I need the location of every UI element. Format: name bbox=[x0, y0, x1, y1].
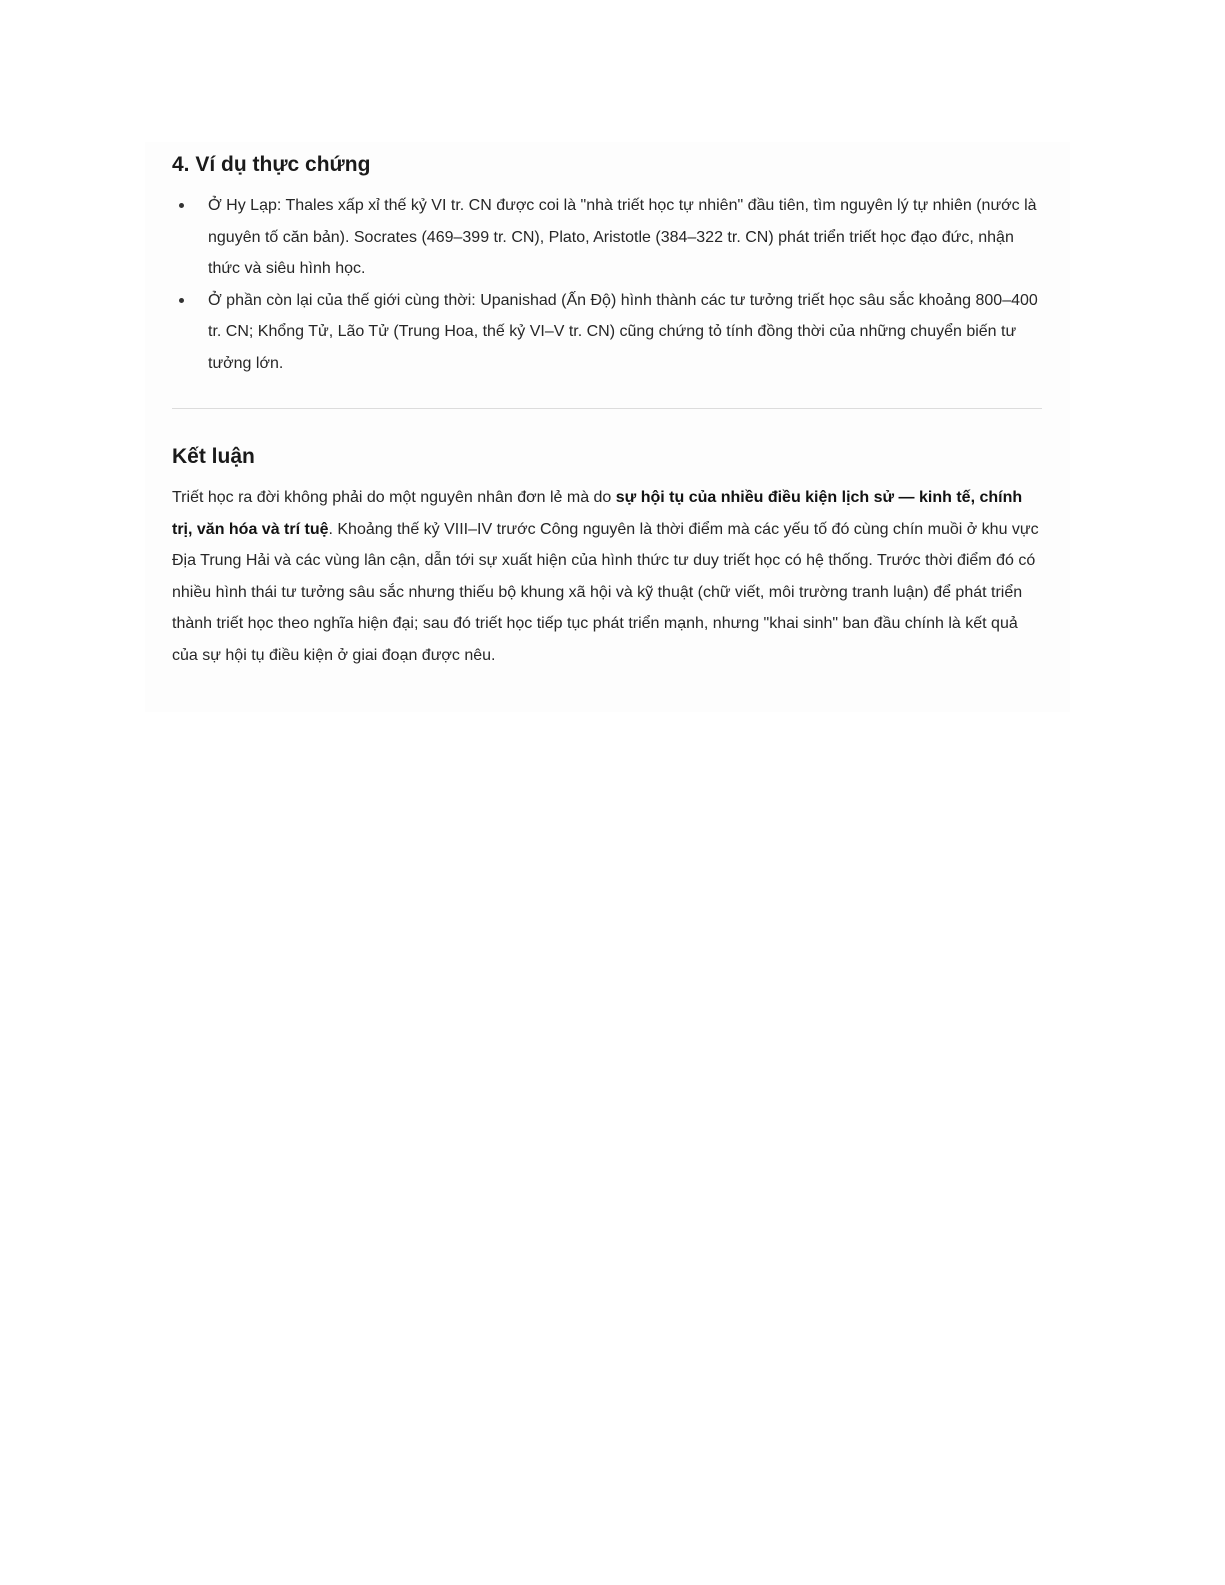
examples-list bbox=[172, 190, 1042, 379]
conclusion-text-emphasis: sự hội tụ của nhiều điều kiện lịch sử — kinh tế, chính trị, văn hóa và trí tuệ bbox=[172, 489, 1023, 538]
conclusion-text-start: Triết học ra đời không phải do một nguyên nhân đơn lẻ mà do bbox=[172, 489, 616, 506]
conclusion-text-end: . Khoảng thế kỷ VIII–IV trước Công nguyên là thời điểm mà các yếu tố đó cùng chín muồi ở khu vực Địa Trung Hải và các vùng lân cận, dẫn tới sự xuất hiện của hình thức tư duy triết học có hệ thống. Trước thời điểm đó có nhiều hình thái tư tưởng sâu sắc nhưng thiếu bộ khung xã hội và kỹ thuật (chữ viết, môi trường tranh luận) để phát triển thành triết học theo nghĩa hiện đại; sau đó triết học tiếp tục phát triển mạnh, nhưng "khai sinh" ban đầu chính là kết quả của sự hội tụ điều kiện ở giai đoạn được nêu. bbox=[172, 520, 1039, 664]
list-item: Ở phần còn lại của thế giới cùng thời: Upanishad (Ấn Độ) hình thành các tư tưởng triết học sâu sắc khoảng 800–400 tr. CN; Khổng Tử, Lão Tử (Trung Hoa, thế kỷ VI–V tr. CN) cũng chứng tỏ tính đồng thời của những chuyển biến tư tưởng lớn. bbox=[172, 285, 1042, 380]
section-heading-examples: 4. Ví dụ thực chứng bbox=[172, 153, 371, 176]
section-heading-conclusion: Kết luận bbox=[172, 445, 255, 468]
document-page bbox=[145, 142, 1070, 712]
list-item: Ở Hy Lạp: Thales xấp xỉ thế kỷ VI tr. CN được coi là "nhà triết học tự nhiên" đầu tiên, tìm nguyên lý tự nhiên (nước là nguyên tố căn bản). Socrates (469–399 tr. CN), Plato, Aristotle (384–322 tr. CN) phát triển triết học đạo đức, nhận thức và siêu hình học. bbox=[172, 190, 1042, 285]
section-divider bbox=[172, 408, 1042, 409]
conclusion-paragraph bbox=[172, 482, 1042, 671]
